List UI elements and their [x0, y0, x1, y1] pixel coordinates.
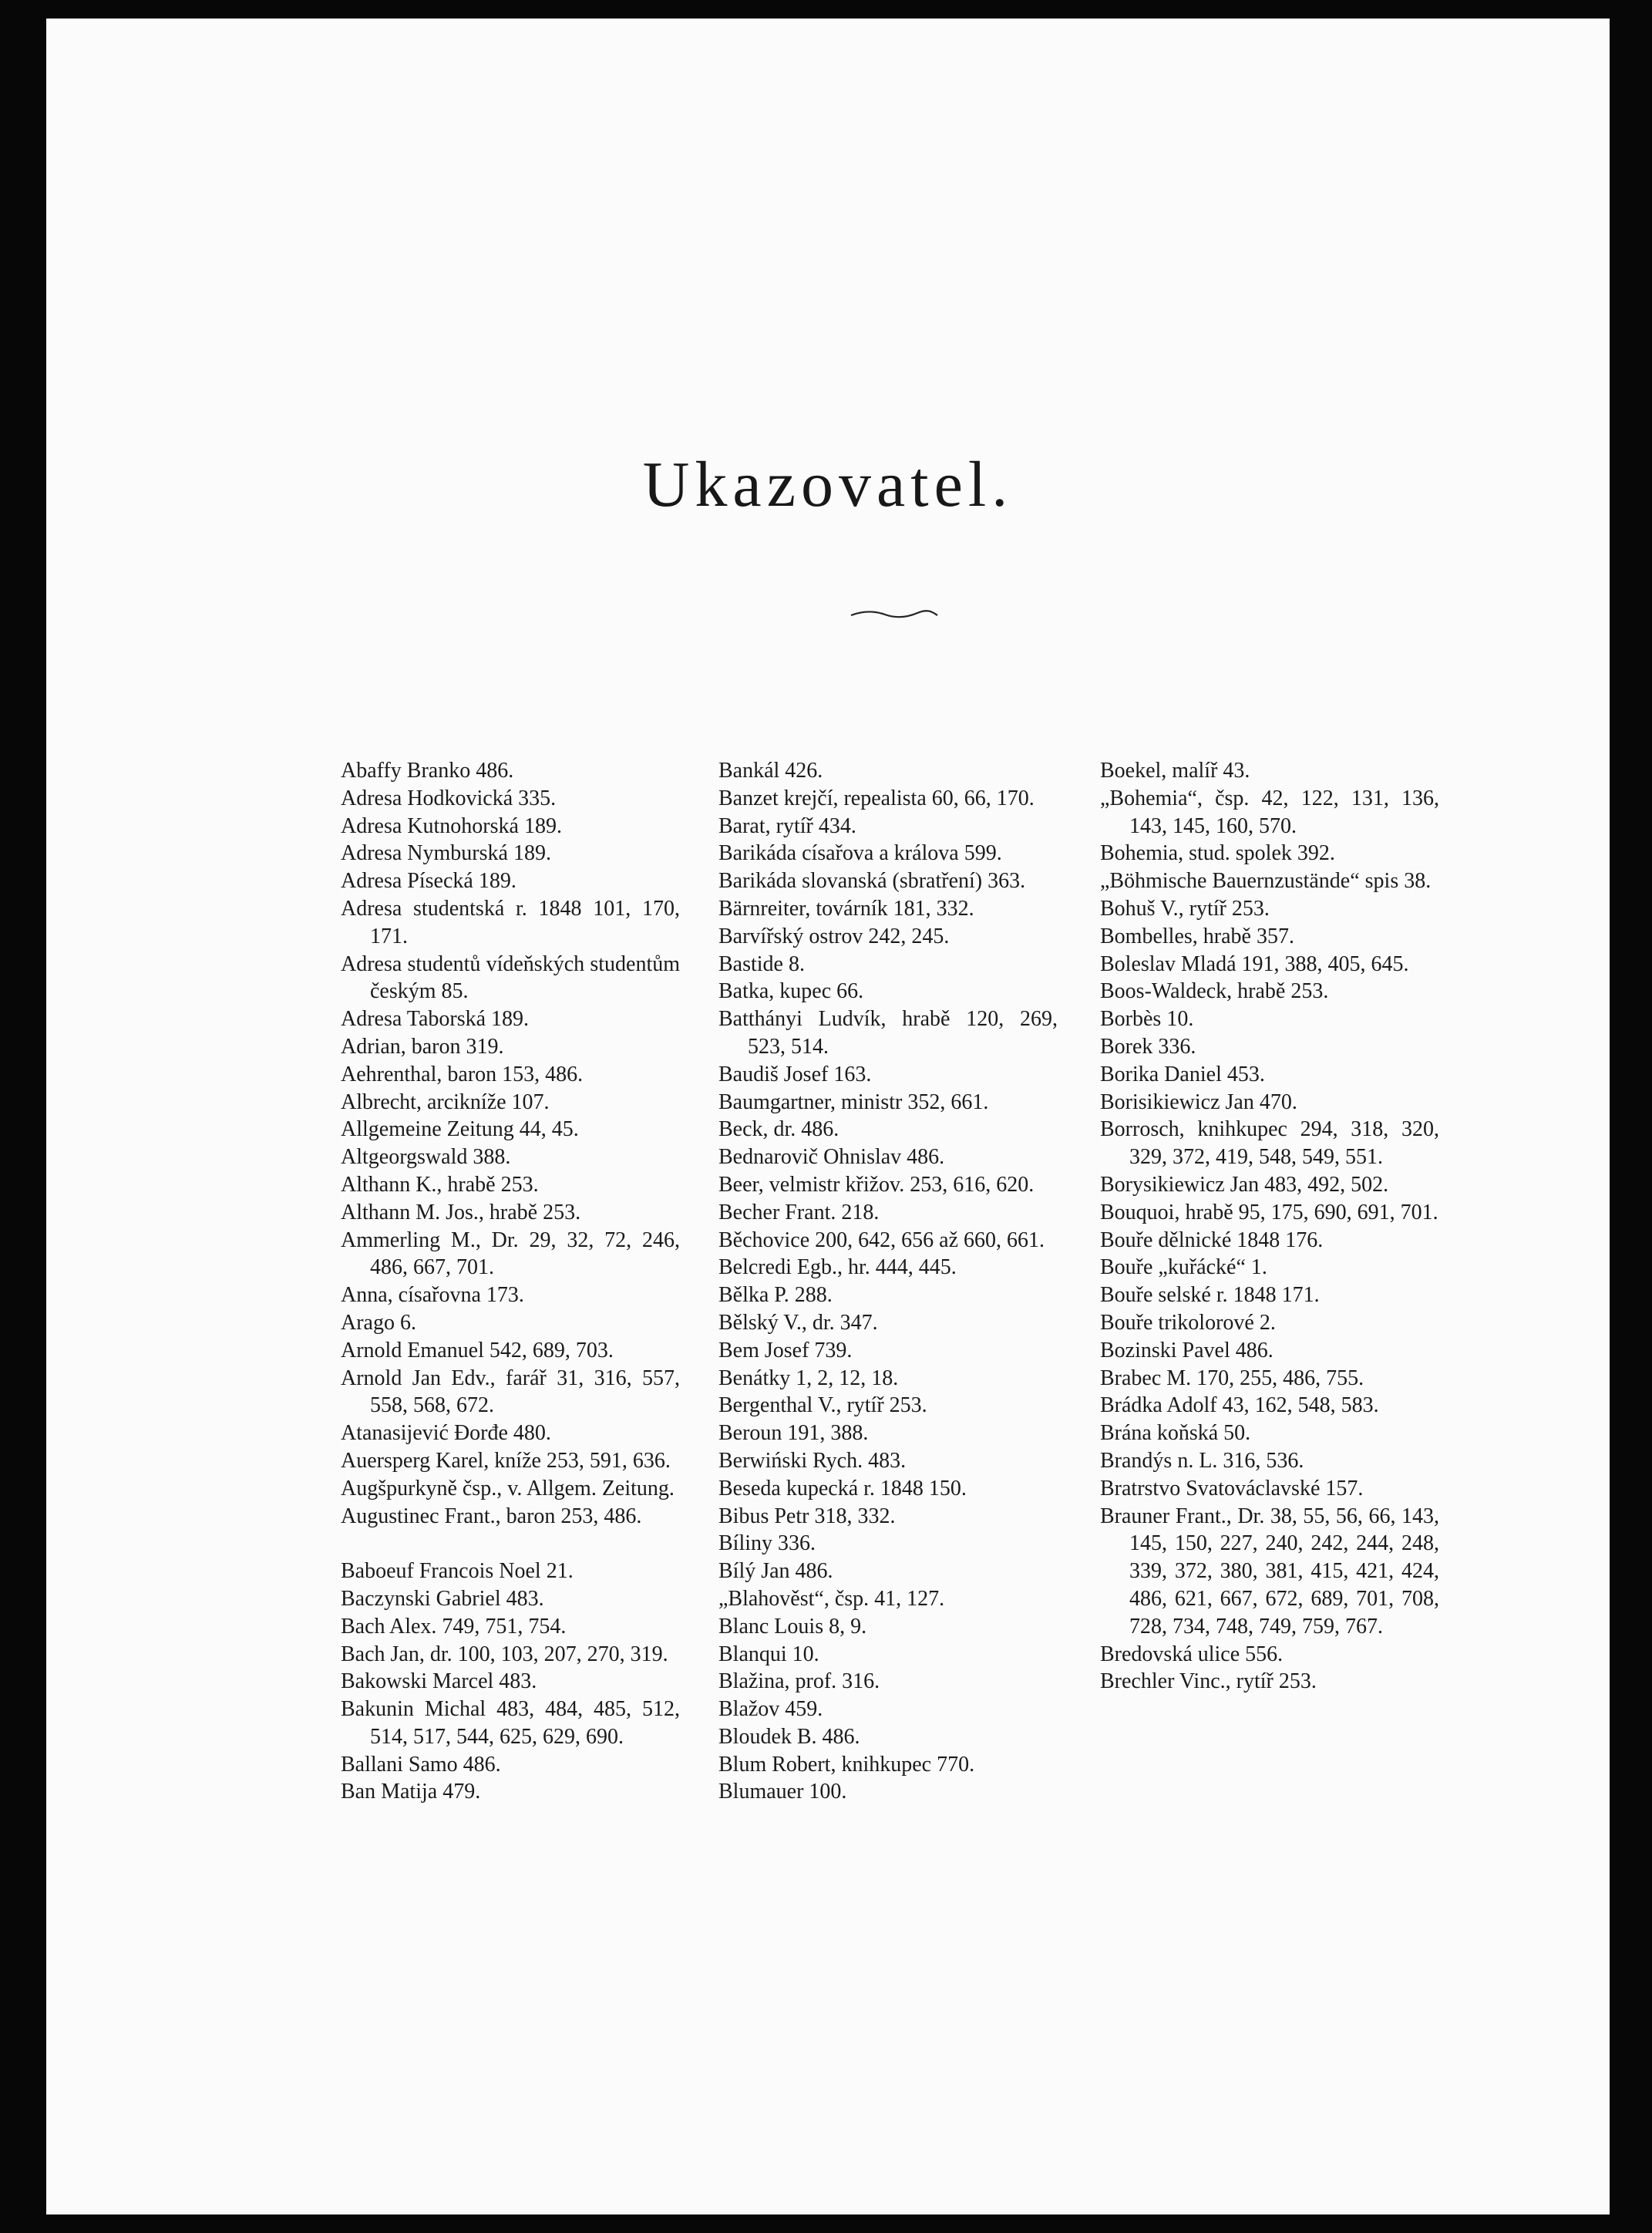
index-entry: Bakunin Michal 483, 484, 485, 512, 514, 517, 544, 625, 629, 690. [341, 1697, 680, 1749]
index-entry: Bankál 426. [718, 759, 823, 783]
index-entry: Bohuš V., rytíř 253. [1100, 896, 1270, 921]
index-entry: Banzet krejčí, repealista 60, 66, 170. [718, 786, 1035, 810]
index-entry: Brandýs n. L. 316, 536. [1100, 1448, 1304, 1473]
index-entry: Bělka P. 288. [718, 1283, 833, 1308]
index-entry: Adresa studentů vídeňských studentům českým 85. [341, 951, 680, 1004]
index-entry: Adresa Hodkovická 335. [341, 786, 557, 810]
index-entry: Adrian, baron 319. [341, 1034, 504, 1059]
index-entry: Bílý Jan 486. [718, 1559, 833, 1584]
index-entry: Althann K., hrabě 253. [341, 1172, 539, 1197]
index-entry: Bloudek B. 486. [718, 1724, 860, 1749]
index-entry: Brádka Adolf 43, 162, 548, 583. [1100, 1393, 1379, 1418]
index-entry: Barvířský ostrov 242, 245. [718, 924, 950, 948]
index-entry: Augšpurkyně čsp., v. Allgem. Zeitung. [341, 1476, 675, 1500]
index-entry: Blažina, prof. 316. [718, 1669, 880, 1694]
index-entry: Ballani Samo 486. [341, 1752, 501, 1777]
index-entry: Blum Robert, knihkupec 770. [718, 1752, 975, 1777]
index-entry: Adresa Kutnohorská 189. [341, 813, 562, 838]
index-entry: Borysikiewicz Jan 483, 492, 502. [1100, 1172, 1389, 1197]
index-entry: Boleslav Mladá 191, 388, 405, 645. [1100, 951, 1409, 976]
index-entry: Bělský V., dr. 347. [718, 1310, 878, 1335]
index-entry: Bem Josef 739. [718, 1338, 853, 1362]
index-entry: Adresa Taborská 189. [341, 1007, 530, 1032]
page-title: Ukazovatel. [642, 449, 1014, 520]
index-entry: Bouře selské r. 1848 171. [1100, 1283, 1320, 1308]
index-entry: Blanqui 10. [718, 1642, 819, 1666]
index-entry: Adresa Nymburská 189. [341, 841, 551, 866]
index-entry: Baumgartner, ministr 352, 661. [718, 1090, 989, 1114]
index-entry: Borbès 10. [1100, 1007, 1194, 1032]
index-entry: Bombelles, hrabě 357. [1100, 924, 1294, 948]
index-entry: Bratrstvo Svatováclavské 157. [1100, 1476, 1364, 1500]
index-page [46, 19, 1610, 2214]
index-entry: Bouquoi, hrabě 95, 175, 690, 691, 701. [1100, 1200, 1438, 1224]
index-entry: Auersperg Karel, kníže 253, 591, 636. [341, 1448, 671, 1473]
index-entry: Berwiński Rych. 483. [718, 1448, 907, 1473]
index-entry: Adresa studentská r. 1848 101, 170, 171. [341, 896, 680, 948]
index-entry: Baczynski Gabriel 483. [341, 1586, 544, 1611]
index-entry: Bednarovič Ohnislav 486. [718, 1145, 945, 1170]
index-entry: Běchovice 200, 642, 656 až 660, 661. [718, 1228, 1045, 1252]
index-entry: Aehrenthal, baron 153, 486. [341, 1062, 584, 1086]
index-entry: Bredovská ulice 556. [1100, 1642, 1284, 1666]
index-entry: Baudiš Josef 163. [718, 1062, 872, 1086]
index-entry: Borrosch, knihkupec 294, 318, 320, 329, 372, 419, 548, 549, 551. [1100, 1117, 1439, 1170]
index-entry: Albrecht, arcikníže 107. [341, 1090, 550, 1114]
index-entry: Arnold Jan Edv., farář 31, 316, 557, 558, 568, 672. [341, 1366, 680, 1418]
index-column-1 [341, 757, 680, 1806]
index-entry: Brechler Vinc., rytíř 253. [1100, 1669, 1317, 1694]
index-entry: Beseda kupecká r. 1848 150. [718, 1476, 967, 1500]
index-entry: Blažov 459. [718, 1697, 823, 1722]
index-entry: Altgeorgswald 388. [341, 1145, 511, 1170]
index-entry: Anna, císařovna 173. [341, 1283, 524, 1308]
index-entry: Allgemeine Zeitung 44, 45. [341, 1117, 579, 1142]
index-entry: Blanc Louis 8, 9. [718, 1614, 867, 1639]
index-entry: Bergenthal V., rytíř 253. [718, 1393, 927, 1418]
index-entry: Barikáda císařova a králova 599. [718, 841, 1002, 866]
index-entry: Beroun 191, 388. [718, 1421, 869, 1446]
index-entry: Beer, velmistr křižov. 253, 616, 620. [718, 1172, 1035, 1197]
index-entry: Ammerling M., Dr. 29, 32, 72, 246, 486, 667, 701. [341, 1228, 680, 1280]
index-entry: Batthányi Ludvík, hrabě 120, 269, 523, 514. [718, 1007, 1058, 1059]
index-entry: Bouře „kuřácké“ 1. [1100, 1255, 1267, 1280]
index-entry: Bach Alex. 749, 751, 754. [341, 1614, 567, 1639]
index-entry: Boekel, malíř 43. [1100, 759, 1250, 783]
index-entry: Barikáda slovanská (sbratření) 363. [718, 869, 1026, 894]
index-entry: Augustinec Frant., baron 253, 486. [341, 1504, 642, 1528]
index-entry: Brabec M. 170, 255, 486, 755. [1100, 1366, 1364, 1390]
index-entry: Bakowski Marcel 483. [341, 1669, 537, 1694]
index-column-3 [1100, 757, 1439, 1696]
index-entry: Bastide 8. [718, 951, 805, 976]
index-entry: Batka, kupec 66. [718, 979, 864, 1004]
index-entry: Bach Jan, dr. 100, 103, 207, 270, 319. [341, 1642, 668, 1666]
index-entry: Bozinski Pavel 486. [1100, 1338, 1273, 1362]
index-entry: Adresa Písecká 189. [341, 869, 516, 894]
index-entry: Bíliny 336. [718, 1531, 816, 1556]
index-entry: Brauner Frant., Dr. 38, 55, 56, 66, 143, 145, 150, 227, 240, 242, 244, 248, 339, 372, 380, 381, 415, 421, 424, 486, 621, 667, 672, 689, 701, 708, 728, 734, 748, 749, 759, 767. [1100, 1504, 1439, 1639]
index-entry: „Bohemia“, čsp. 42, 122, 131, 136, 143, 145, 160, 570. [1100, 786, 1439, 838]
index-entry: Bibus Petr 318, 332. [718, 1504, 896, 1528]
index-entry: Baboeuf Francois Noel 21. [341, 1559, 574, 1584]
index-entry: Benátky 1, 2, 12, 18. [718, 1366, 899, 1390]
index-entry: Bohemia, stud. spolek 392. [1100, 841, 1335, 866]
index-entry: Bärnreiter, továrník 181, 332. [718, 896, 974, 921]
index-entry: Bouře trikolorové 2. [1100, 1310, 1276, 1335]
index-entry: Arnold Emanuel 542, 689, 703. [341, 1338, 614, 1362]
ornamental-rule [848, 606, 940, 621]
index-entry: Beck, dr. 486. [718, 1117, 839, 1142]
index-entry: Brána koňská 50. [1100, 1421, 1251, 1446]
index-entry: Althann M. Jos., hrabě 253. [341, 1200, 581, 1224]
index-entry: Belcredi Egb., hr. 444, 445. [718, 1255, 957, 1280]
index-entry: „Blahověst“, čsp. 41, 127. [718, 1586, 945, 1611]
index-entry: Becher Frant. 218. [718, 1200, 880, 1224]
index-entry: Bouře dělnické 1848 176. [1100, 1228, 1324, 1252]
index-entry: „Böhmische Bauernzustände“ spis 38. [1100, 869, 1432, 894]
index-entry: Borika Daniel 453. [1100, 1062, 1265, 1086]
index-entry: Atanasijević Đorđe 480. [341, 1421, 551, 1446]
index-entry: Blumauer 100. [718, 1780, 847, 1804]
index-entry: Boos-Waldeck, hrabě 253. [1100, 979, 1329, 1004]
index-entry: Arago 6. [341, 1310, 416, 1335]
index-entry: Abaffy Branko 486. [341, 759, 514, 783]
index-entry: Barat, rytíř 434. [718, 813, 856, 838]
index-entry: Ban Matija 479. [341, 1780, 481, 1804]
index-column-2 [718, 757, 1058, 1806]
index-entry: Borisikiewicz Jan 470. [1100, 1090, 1297, 1114]
index-entry: Borek 336. [1100, 1034, 1196, 1059]
